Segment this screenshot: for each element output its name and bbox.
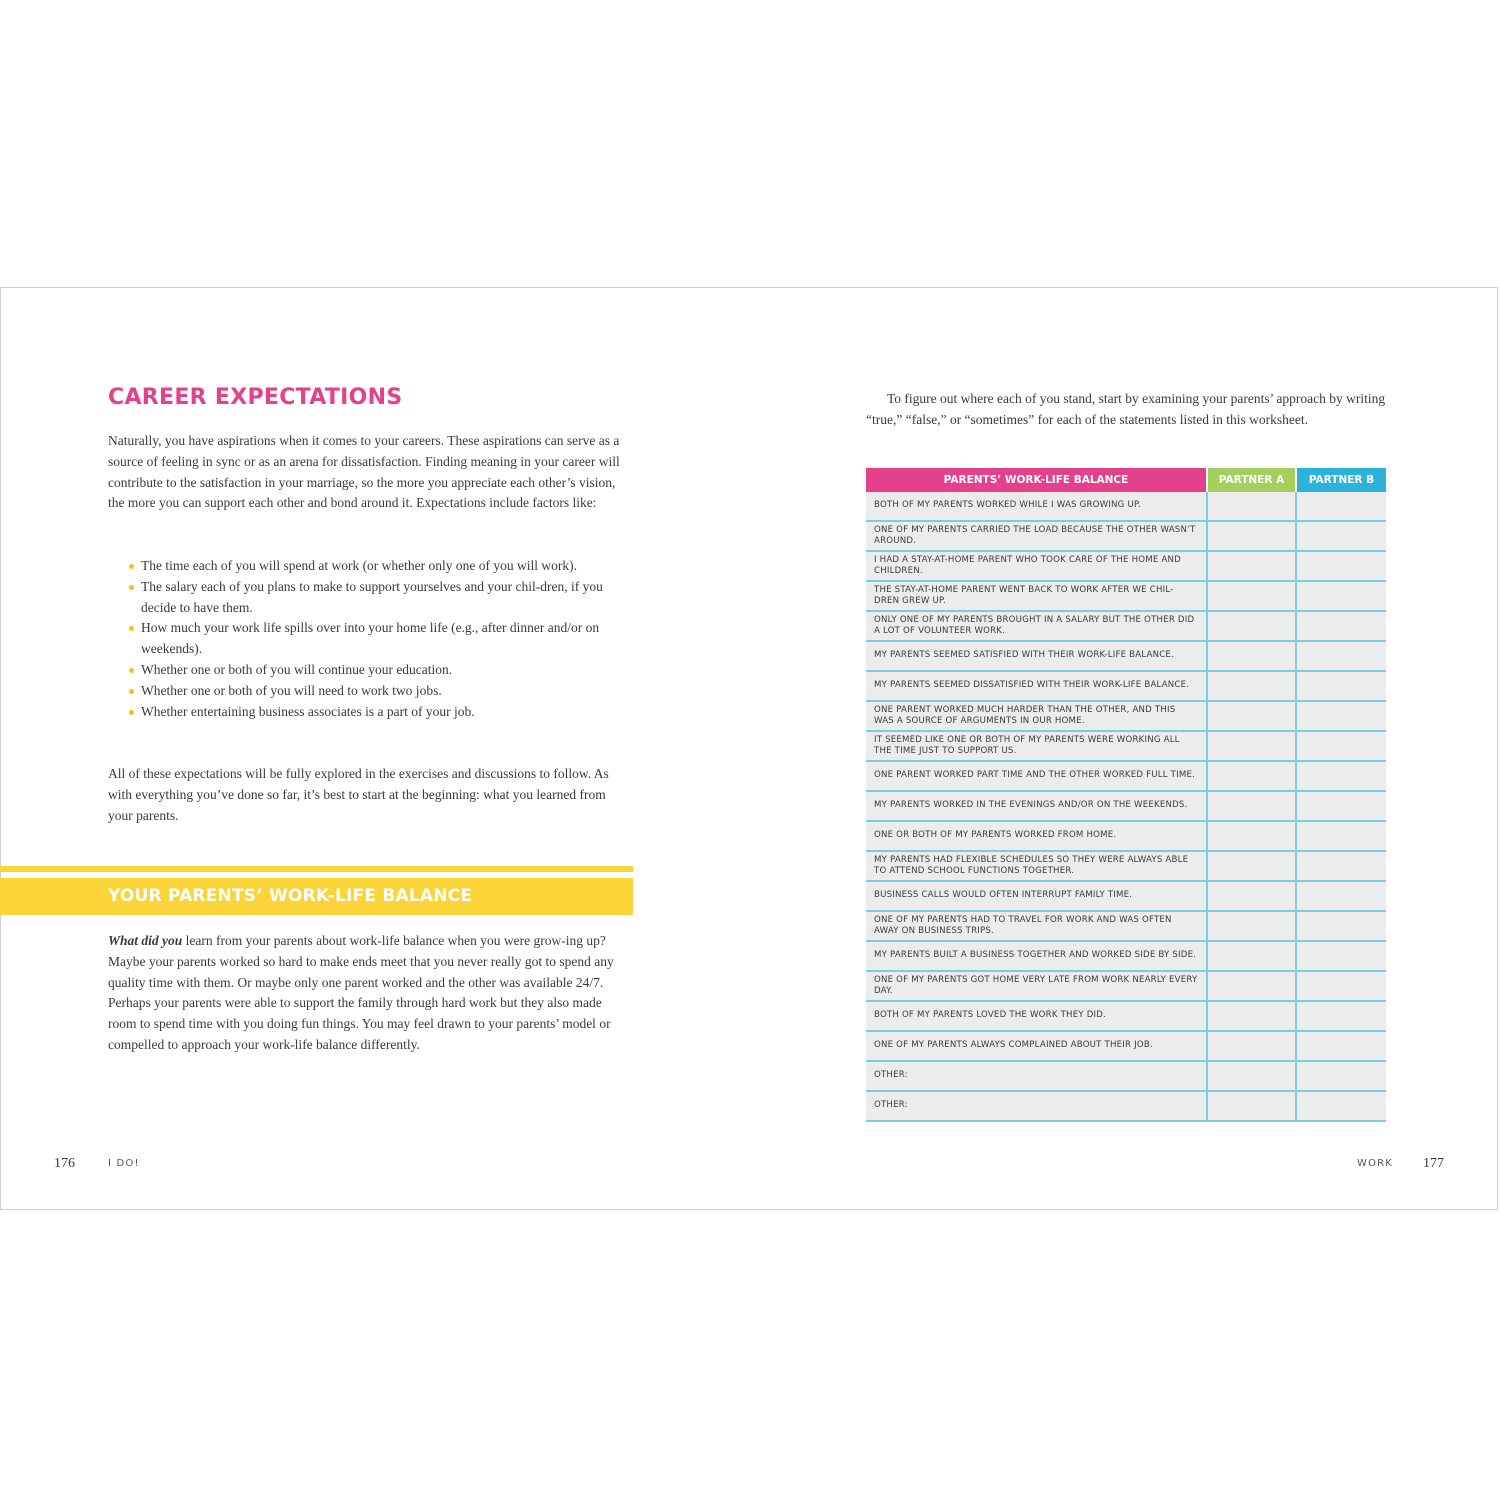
statement-cell: ONE OF MY PARENTS GOT HOME VERY LATE FROM WORK NEARLY EVERY DAY. xyxy=(866,972,1206,1000)
statement-cell: ONE OR BOTH OF MY PARENTS WORKED FROM HOME. xyxy=(866,822,1206,850)
lead-in-italic: What did you xyxy=(108,933,183,948)
career-expectations-heading: CAREER EXPECTATIONS xyxy=(108,385,403,410)
page-number-right: 177 xyxy=(1423,1156,1444,1171)
table-row xyxy=(866,612,1386,642)
list-item: Whether entertaining business associates is a part of your job. xyxy=(128,702,628,723)
table-row xyxy=(866,642,1386,672)
table-row xyxy=(866,522,1386,552)
partner-b-answer-cell[interactable] xyxy=(1295,642,1386,670)
statement-cell: ONE PARENT WORKED PART TIME AND THE OTHER WORKED FULL TIME. xyxy=(866,762,1206,790)
bullet-icon xyxy=(129,564,134,569)
partner-a-answer-cell[interactable] xyxy=(1206,612,1295,640)
running-head-left: I DO! xyxy=(108,1158,140,1169)
list-item: How much your work life spills over into your home life (e.g., after dinner and/or on weekends). xyxy=(128,618,628,660)
partner-b-answer-cell[interactable] xyxy=(1295,822,1386,850)
statement-cell: THE STAY-AT-HOME PARENT WENT BACK TO WORK AFTER WE CHIL-DREN GREW UP. xyxy=(866,582,1206,610)
partner-a-answer-cell[interactable] xyxy=(1206,1032,1295,1060)
statement-cell: BOTH OF MY PARENTS LOVED THE WORK THEY DID. xyxy=(866,1002,1206,1030)
work-life-balance-heading: YOUR PARENTS’ WORK-LIFE BALANCE xyxy=(108,886,473,906)
partner-a-answer-cell[interactable] xyxy=(1206,492,1295,520)
bullet-icon xyxy=(129,585,134,590)
partner-b-answer-cell[interactable] xyxy=(1295,732,1386,760)
table-row xyxy=(866,822,1386,852)
statement-cell: ONE PARENT WORKED MUCH HARDER THAN THE OTHER, AND THIS WAS A SOURCE OF ARGUMENTS IN OUR HOME. xyxy=(866,702,1206,730)
table-row xyxy=(866,732,1386,762)
header-partner-a: PARTNER A xyxy=(1206,468,1295,492)
partner-b-answer-cell[interactable] xyxy=(1295,1002,1386,1030)
table-row xyxy=(866,702,1386,732)
partner-b-answer-cell[interactable] xyxy=(1295,1092,1386,1120)
partner-a-answer-cell[interactable] xyxy=(1206,1062,1295,1090)
table-row xyxy=(866,972,1386,1002)
partner-b-answer-cell[interactable] xyxy=(1295,1032,1386,1060)
table-row xyxy=(866,852,1386,882)
table-header xyxy=(866,468,1386,492)
table-row xyxy=(866,1032,1386,1062)
worksheet-table xyxy=(866,468,1386,1122)
partner-b-answer-cell[interactable] xyxy=(1295,1062,1386,1090)
partner-a-answer-cell[interactable] xyxy=(1206,552,1295,580)
career-outro-paragraph: All of these expectations will be fully explored in the exercises and discussions to follow. As with everything you’ve done so far, it’s best to start at the beginning: what you learned from your parents. xyxy=(108,766,609,823)
bullet-icon xyxy=(129,626,134,631)
partner-a-answer-cell[interactable] xyxy=(1206,912,1295,940)
table-row xyxy=(866,762,1386,792)
running-head-right: WORK xyxy=(1357,1158,1394,1169)
table-row xyxy=(866,582,1386,612)
bullet-icon xyxy=(129,689,134,694)
statement-cell: I HAD A STAY-AT-HOME PARENT WHO TOOK CARE OF THE HOME AND CHILDREN. xyxy=(866,552,1206,580)
table-row xyxy=(866,1062,1386,1092)
table-row xyxy=(866,492,1386,522)
header-statements: PARENTS’ WORK-LIFE BALANCE xyxy=(866,468,1206,492)
worksheet-intro-paragraph: To figure out where each of you stand, start by examining your parents’ approach by writing “true,” “false,” or “sometimes” for each of the statements listed in this worksheet. xyxy=(866,391,1386,427)
table-row xyxy=(866,672,1386,702)
partner-b-answer-cell[interactable] xyxy=(1295,942,1386,970)
statement-cell: MY PARENTS SEEMED DISSATISFIED WITH THEIR WORK-LIFE BALANCE. xyxy=(866,672,1206,700)
partner-b-answer-cell[interactable] xyxy=(1295,522,1386,550)
list-item: Whether one or both of you will need to work two jobs. xyxy=(128,681,628,702)
table-row xyxy=(866,1092,1386,1122)
partner-a-answer-cell[interactable] xyxy=(1206,1092,1295,1120)
partner-a-answer-cell[interactable] xyxy=(1206,942,1295,970)
partner-b-answer-cell[interactable] xyxy=(1295,492,1386,520)
statement-cell: OTHER: xyxy=(866,1062,1206,1090)
statement-cell: IT SEEMED LIKE ONE OR BOTH OF MY PARENTS WERE WORKING ALL THE TIME JUST TO SUPPORT US. xyxy=(866,732,1206,760)
statement-cell: MY PARENTS WORKED IN THE EVENINGS AND/OR ON THE WEEKENDS. xyxy=(866,792,1206,820)
statement-cell: ONLY ONE OF MY PARENTS BROUGHT IN A SALARY BUT THE OTHER DID A LOT OF VOLUNTEER WORK. xyxy=(866,612,1206,640)
table-row xyxy=(866,912,1386,942)
bullet-icon xyxy=(129,668,134,673)
page-number-left: 176 xyxy=(54,1156,75,1171)
table-row xyxy=(866,942,1386,972)
statement-cell: ONE OF MY PARENTS HAD TO TRAVEL FOR WORK AND WAS OFTEN AWAY ON BUSINESS TRIPS. xyxy=(866,912,1206,940)
partner-b-answer-cell[interactable] xyxy=(1295,912,1386,940)
partner-a-answer-cell[interactable] xyxy=(1206,852,1295,880)
list-item: The time each of you will spend at work (or whether only one of you will work). xyxy=(128,556,628,577)
career-intro-paragraph: Naturally, you have aspirations when it comes to your careers. These aspirations can serve as a source of feeling in sync or as an arena for dissatisfaction. Finding meaning in your career will contribute to the satisfaction in your marriage, so the more you appreciate each other’s vision, the more you can support each other and bond around it. Expectations include factors like: xyxy=(108,433,620,511)
partner-a-answer-cell[interactable] xyxy=(1206,702,1295,730)
partner-b-answer-cell[interactable] xyxy=(1295,852,1386,880)
partner-a-answer-cell[interactable] xyxy=(1206,732,1295,760)
partner-a-answer-cell[interactable] xyxy=(1206,972,1295,1000)
table-row xyxy=(866,552,1386,582)
statement-cell: BUSINESS CALLS WOULD OFTEN INTERRUPT FAMILY TIME. xyxy=(866,882,1206,910)
partner-b-answer-cell[interactable] xyxy=(1295,552,1386,580)
partner-b-answer-cell[interactable] xyxy=(1295,792,1386,820)
partner-a-answer-cell[interactable] xyxy=(1206,582,1295,610)
section-band-stripe xyxy=(0,866,633,872)
table-row xyxy=(866,1002,1386,1032)
statement-cell: OTHER: xyxy=(866,1092,1206,1120)
partner-b-answer-cell[interactable] xyxy=(1295,972,1386,1000)
table-body xyxy=(866,492,1386,1122)
partner-a-answer-cell[interactable] xyxy=(1206,672,1295,700)
bullet-icon xyxy=(129,710,134,715)
statement-cell: MY PARENTS BUILT A BUSINESS TOGETHER AND WORKED SIDE BY SIDE. xyxy=(866,942,1206,970)
partner-b-answer-cell[interactable] xyxy=(1295,582,1386,610)
partner-b-answer-cell[interactable] xyxy=(1295,762,1386,790)
partner-a-answer-cell[interactable] xyxy=(1206,792,1295,820)
partner-a-answer-cell[interactable] xyxy=(1206,822,1295,850)
partner-a-answer-cell[interactable] xyxy=(1206,882,1295,910)
work-life-paragraph: What did you learn from your parents about work-life balance when you were grow-ing up? Maybe your parents worked so hard to make ends meet that you never really got to spend any quality time with them. Or maybe only one parent worked and the other was available 24/7. Perhaps your parents were able to support the family through hard work but they also made room to spend time with you doing fun things. You may feel drawn to your parents’ model or compelled to approach your work-life balance differently. xyxy=(108,933,614,1052)
table-row xyxy=(866,792,1386,822)
partner-b-answer-cell[interactable] xyxy=(1295,702,1386,730)
table-row xyxy=(866,882,1386,912)
list-item: Whether one or both of you will continue your education. xyxy=(128,660,628,681)
expectations-bullet-list xyxy=(128,556,628,722)
partner-b-answer-cell[interactable] xyxy=(1295,672,1386,700)
statement-cell: ONE OF MY PARENTS ALWAYS COMPLAINED ABOUT THEIR JOB. xyxy=(866,1032,1206,1060)
partner-b-answer-cell[interactable] xyxy=(1295,882,1386,910)
header-partner-b: PARTNER B xyxy=(1295,468,1386,492)
statement-cell: MY PARENTS SEEMED SATISFIED WITH THEIR WORK-LIFE BALANCE. xyxy=(866,642,1206,670)
statement-cell: MY PARENTS HAD FLEXIBLE SCHEDULES SO THEY WERE ALWAYS ABLE TO ATTEND SCHOOL FUNCTIONS TOGETHER. xyxy=(866,852,1206,880)
partner-a-answer-cell[interactable] xyxy=(1206,642,1295,670)
list-item: The salary each of you plans to make to support yourselves and your chil-dren, if you decide to have them. xyxy=(128,577,628,619)
partner-b-answer-cell[interactable] xyxy=(1295,612,1386,640)
partner-a-answer-cell[interactable] xyxy=(1206,762,1295,790)
partner-a-answer-cell[interactable] xyxy=(1206,522,1295,550)
statement-cell: ONE OF MY PARENTS CARRIED THE LOAD BECAUSE THE OTHER WASN’T AROUND. xyxy=(866,522,1206,550)
statement-cell: BOTH OF MY PARENTS WORKED WHILE I WAS GROWING UP. xyxy=(866,492,1206,520)
partner-a-answer-cell[interactable] xyxy=(1206,1002,1295,1030)
